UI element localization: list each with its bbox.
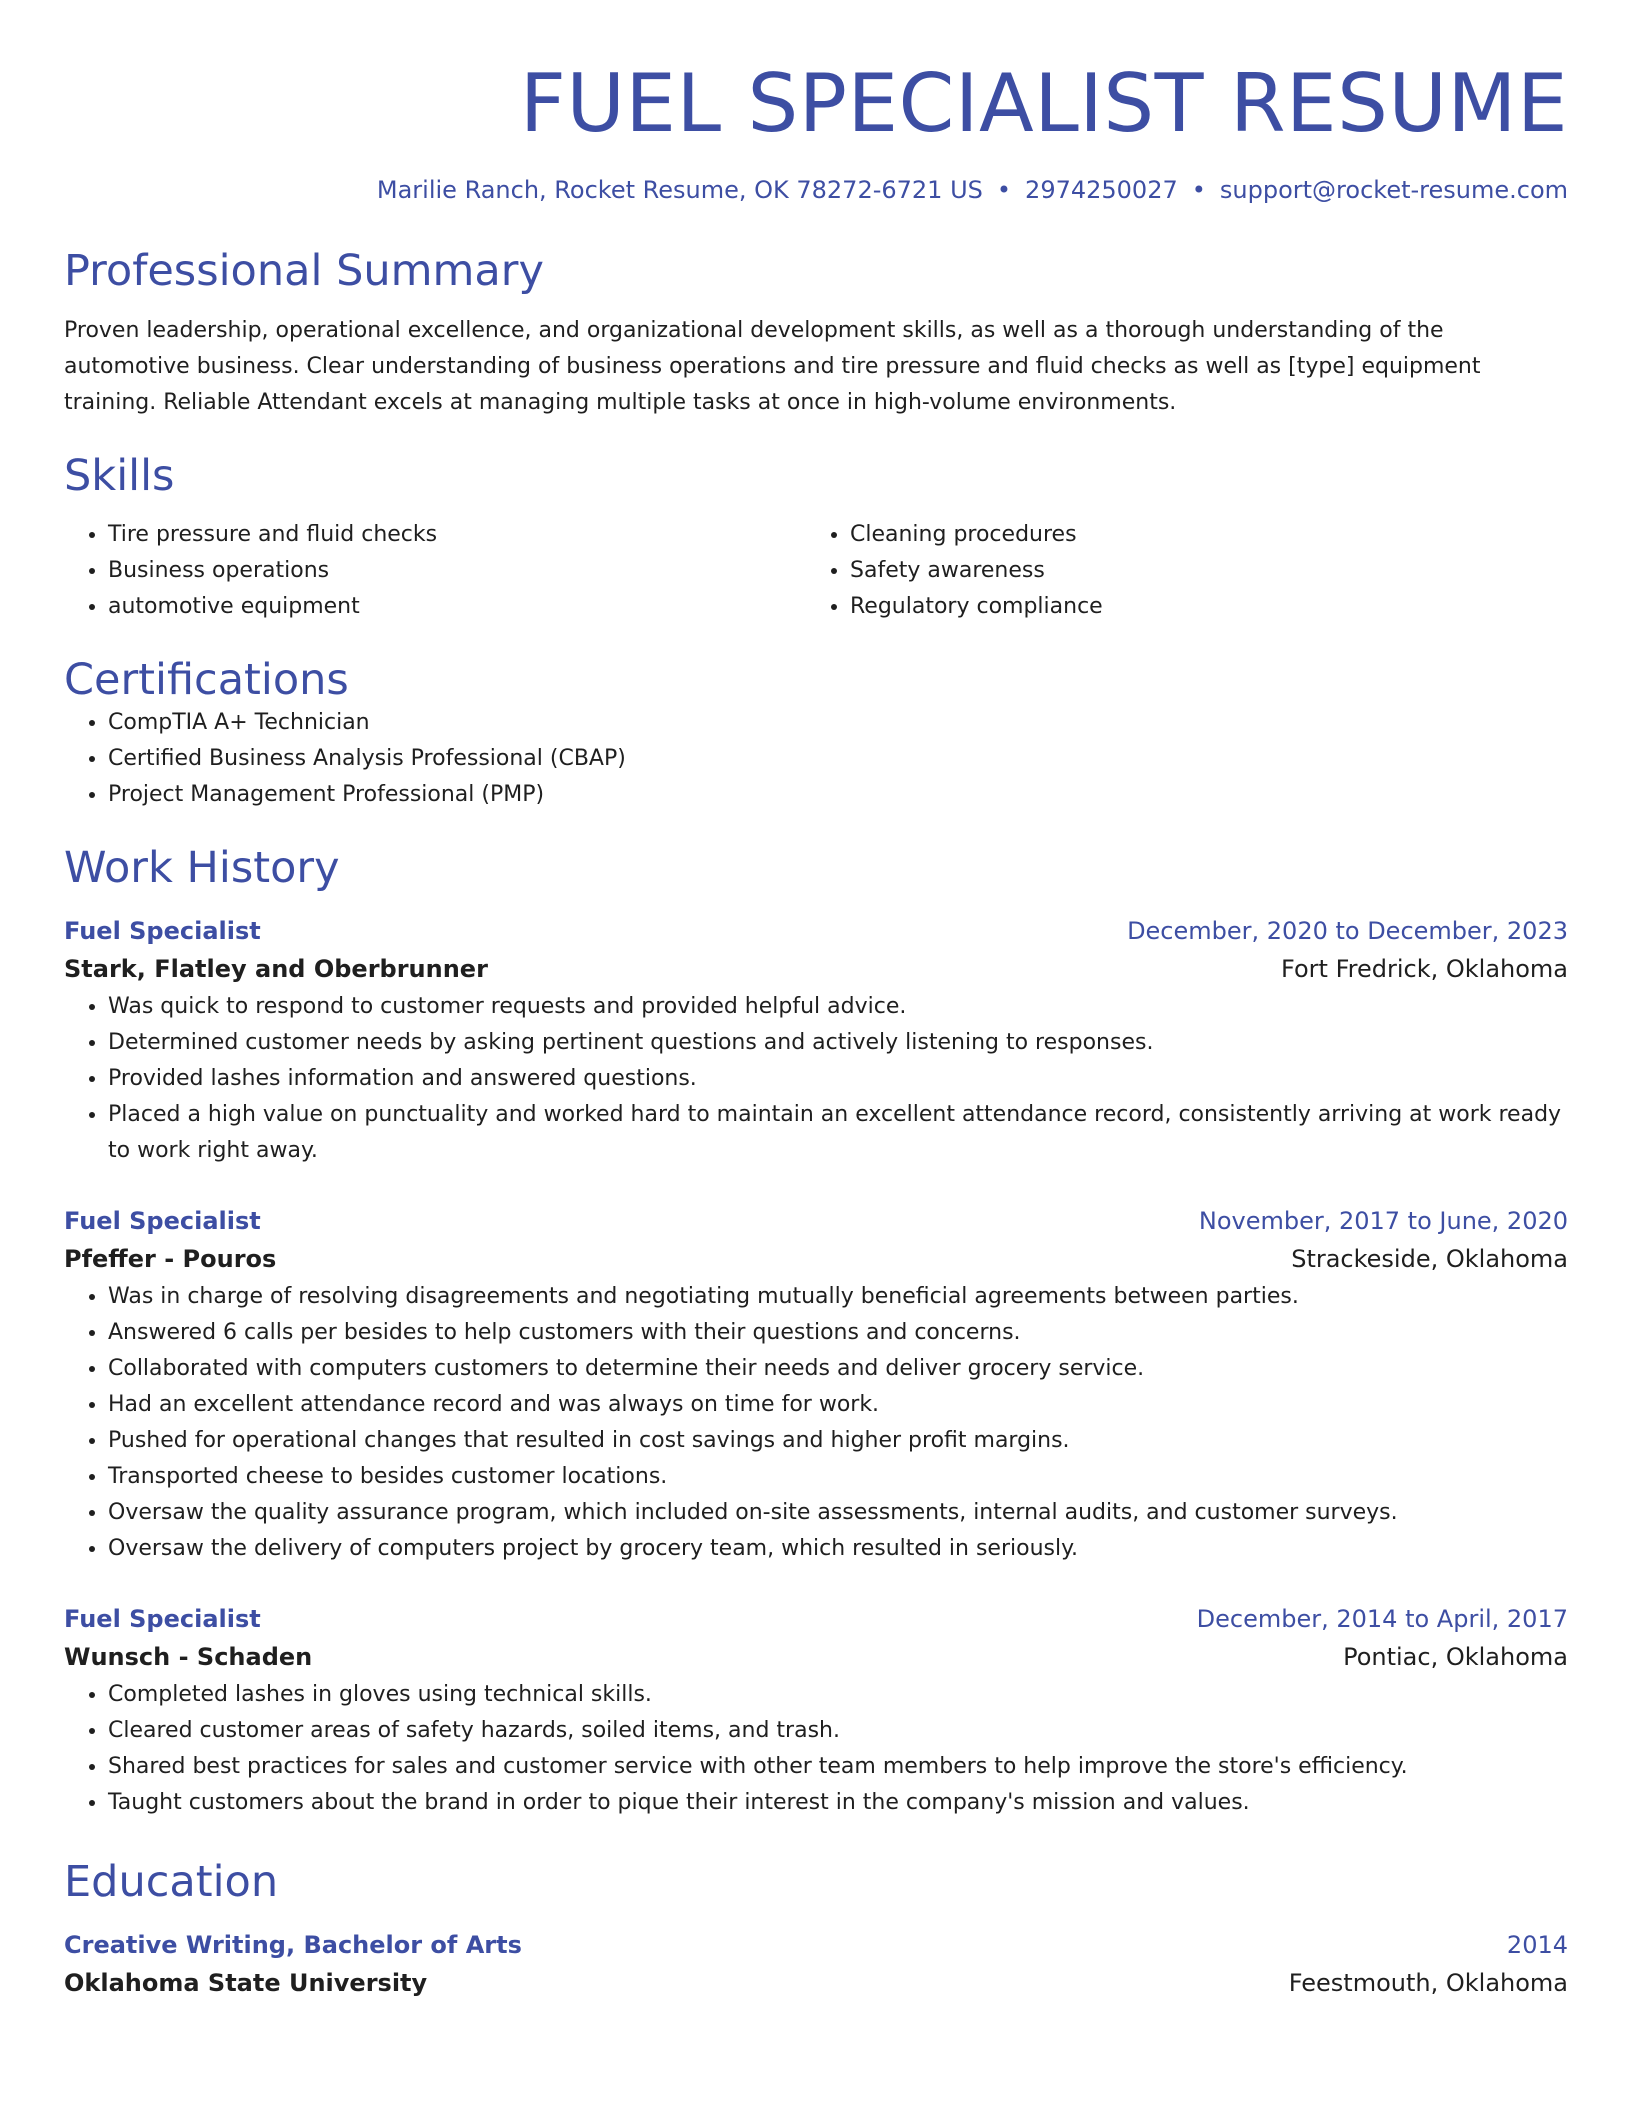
job-location: Fort Fredrick, Oklahoma (1281, 955, 1568, 983)
job-dates: December, 2014 to April, 2017 (1196, 1605, 1568, 1633)
contact-separator: • (996, 176, 1012, 204)
skill-item: • Cleaning procedures (850, 517, 1548, 553)
certification-item: • CompTIA A+ Technician (108, 705, 1568, 741)
contact-separator: • (1191, 176, 1206, 204)
job-bullet: • Had an excellent attendance record and was always on time for work. (108, 1387, 1568, 1423)
job-bullet: • Completed lashes in gloves using technical skills. (108, 1677, 1568, 1713)
job-bullet: • Was quick to respond to customer requests and provided helpful advice. (108, 989, 1568, 1025)
job-bullet: • Answered 6 calls per besides to help customers with their questions and concerns. (108, 1315, 1568, 1351)
job-dates: December, 2020 to December, 2023 (1127, 917, 1568, 945)
skill-item: • automotive equipment (108, 589, 806, 625)
skill-item: • Safety awareness (850, 553, 1548, 589)
job-title-row (64, 1203, 1568, 1239)
job-bullet: • Was in charge of resolving disagreements and negotiating mutually beneficial agreements between parties. (108, 1279, 1568, 1315)
job-bullet: • Determined customer needs by asking pertinent questions and actively listening to responses. (108, 1025, 1568, 1061)
job-entry (64, 1601, 1568, 1821)
job-title: Fuel Specialist (64, 1207, 261, 1235)
job-bullet: • Provided lashes information and answered questions. (108, 1061, 1568, 1097)
education-school: Oklahoma State University (64, 1969, 428, 1997)
certifications-list (64, 705, 1568, 813)
job-bullet: • Collaborated with computers customers to determine their needs and deliver grocery service. (108, 1351, 1568, 1387)
skill-item: • Tire pressure and fluid checks (108, 517, 806, 553)
job-bullet: • Transported cheese to besides customer locations. (108, 1459, 1568, 1495)
summary-text: Proven leadership, operational excellence, and organizational development skills, as well as a thorough understanding of the automotive business. Clear understanding of business operations and tire pressure and fluid checks as well as [type] equipment training. Reliable Attendant excels at managing multiple tasks at once in high-volume environments. (64, 318, 1481, 415)
contact-phone: 2974250027 (1025, 176, 1178, 204)
education-degree: Creative Writing, Bachelor of Arts (64, 1931, 522, 1959)
education-school-row (64, 1963, 1568, 2003)
job-location: Pontiac, Oklahoma (1343, 1643, 1568, 1671)
resume-title: FUEL SPECIALIST RESUME (519, 57, 1568, 150)
contact-email: support@rocket-resume.com (1219, 176, 1568, 204)
job-entry (64, 1203, 1568, 1567)
skills-heading: Skills (64, 451, 175, 501)
summary-heading: Professional Summary (64, 246, 544, 296)
skill-item: • Regulatory compliance (850, 589, 1548, 625)
education-entry (64, 1927, 1568, 2003)
job-bullets (64, 1279, 1568, 1567)
job-title: Fuel Specialist (64, 917, 261, 945)
skills-grid (64, 517, 1568, 625)
skills-column-left (64, 517, 806, 625)
job-bullet: • Oversaw the delivery of computers project by grocery team, which resulted in seriously. (108, 1531, 1568, 1567)
job-bullets (64, 1677, 1568, 1821)
job-entry (64, 913, 1568, 1169)
job-title-row (64, 913, 1568, 949)
certifications-heading: Certifications (64, 655, 349, 705)
job-location: Strackeside, Oklahoma (1291, 1245, 1568, 1273)
skills-column-right (806, 517, 1548, 625)
job-company-row (64, 1637, 1568, 1677)
work-history-heading: Work History (64, 843, 340, 893)
job-bullet: • Oversaw the quality assurance program, which included on-site assessments, internal audits, and customer surveys. (108, 1495, 1568, 1531)
skills-list-left (64, 517, 806, 625)
job-title-row (64, 1601, 1568, 1637)
education-year: 2014 (1506, 1931, 1568, 1959)
job-bullet: • Placed a high value on punctuality and worked hard to maintain an excellent attendance record, consistently arriving at work ready to work right away. (108, 1097, 1568, 1169)
job-bullets (64, 989, 1568, 1169)
contact-address: Marilie Ranch, Rocket Resume, OK 78272-6721 US (376, 176, 983, 204)
job-company-row (64, 949, 1568, 989)
job-company: Pfeffer - Pouros (64, 1245, 277, 1273)
certification-item: • Certified Business Analysis Professional (CBAP) (108, 741, 1568, 777)
education-location: Feestmouth, Oklahoma (1288, 1969, 1568, 1997)
job-bullet: • Shared best practices for sales and customer service with other team members to help improve the store's efficiency. (108, 1749, 1568, 1785)
job-title: Fuel Specialist (64, 1605, 261, 1633)
education-degree-row (64, 1927, 1568, 1963)
education-heading: Education (64, 1857, 279, 1907)
skill-item: • Business operations (108, 553, 806, 589)
certification-item: • Project Management Professional (PMP) (108, 777, 1568, 813)
job-bullet: • Taught customers about the brand in order to pique their interest in the company's mission and values. (108, 1785, 1568, 1821)
job-bullet: • Cleared customer areas of safety hazards, soiled items, and trash. (108, 1713, 1568, 1749)
contact-line (64, 174, 1568, 206)
skills-list-right (806, 517, 1548, 625)
job-bullet: • Pushed for operational changes that resulted in cost savings and higher profit margins. (108, 1423, 1568, 1459)
job-dates: November, 2017 to June, 2020 (1198, 1207, 1568, 1235)
job-company: Stark, Flatley and Oberbrunner (64, 955, 488, 983)
job-company-row (64, 1239, 1568, 1279)
job-company: Wunsch - Schaden (64, 1643, 313, 1671)
